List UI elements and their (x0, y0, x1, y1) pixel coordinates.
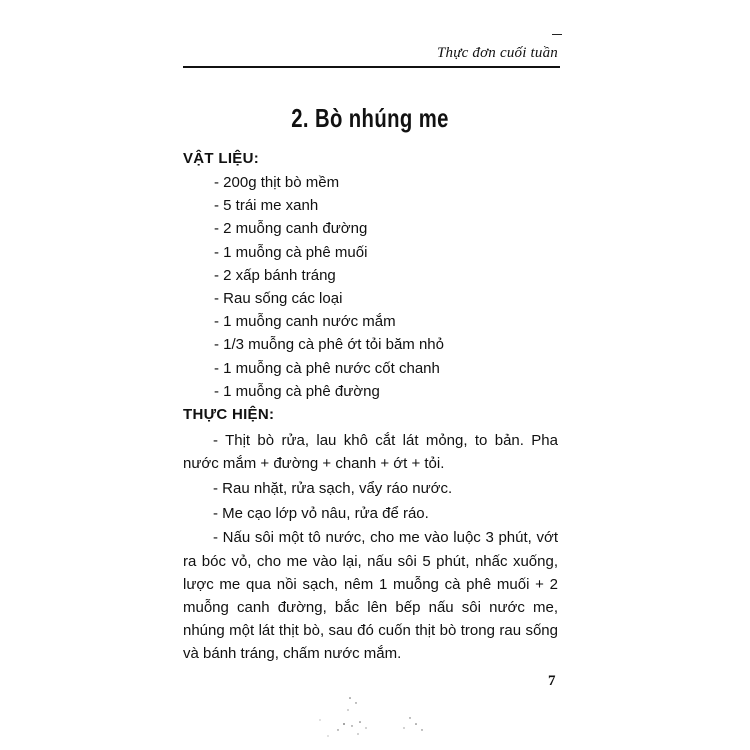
ingredients-list (214, 171, 444, 403)
ingredient-item: - 1 muỗng canh nước mắm (214, 313, 396, 331)
ingredients-heading: VẬT LIỆU: (183, 150, 260, 167)
corner-mark (552, 34, 562, 35)
ingredient-item: - 2 muỗng canh đường (214, 220, 368, 238)
ingredient-item: - Rau sống các loại (214, 289, 343, 307)
scan-specks (300, 690, 460, 750)
running-header: Thực đơn cuối tuần (436, 45, 558, 61)
ingredient-item: - 1 muỗng cà phê muối (214, 243, 368, 261)
step-paragraph: - Thịt bò rửa, lau khô cắt lát mỏng, to bản. Pha nước mắm + đường + chanh + ớt + tỏi. (183, 432, 558, 473)
page-number: 7 (548, 673, 556, 689)
step-paragraph: - Nấu sôi một tô nước, cho me vào luộc 3 phút, vớt ra bóc vỏ, cho me vào lại, nấu sôi 5 phút, nhấc xuống, lược me qua nồi sạch, nêm 1 muỗng cà phê muối + 2 muỗng canh đường, bắc lên bếp nấu sôi nước me, nhúng một lát thịt bò, sau đó cuốn thịt bò trong rau sống và bánh tráng, chấm nước mắm. (183, 529, 558, 663)
ingredient-item: - 1 muỗng cà phê đường (214, 382, 380, 400)
steps-section (183, 429, 558, 667)
ingredient-item: - 1/3 muỗng cà phê ớt tỏi băm nhỏ (214, 336, 444, 354)
ingredient-item: - 2 xấp bánh tráng (214, 266, 336, 284)
ingredient-item: - 200g thịt bò mềm (214, 174, 340, 191)
ingredient-item: - 5 trái me xanh (214, 197, 319, 215)
steps-heading: THỰC HIỆN: (183, 406, 275, 423)
header-rule (183, 66, 560, 68)
recipe-title: 2. Bò nhúng me (291, 103, 449, 133)
step-paragraph: - Me cạo lớp vỏ nâu, rửa để ráo. (213, 504, 429, 522)
ingredient-item: - 1 muỗng cà phê nước cốt chanh (214, 359, 440, 377)
step-paragraph: - Rau nhặt, rửa sạch, vẩy ráo nước. (213, 479, 453, 497)
